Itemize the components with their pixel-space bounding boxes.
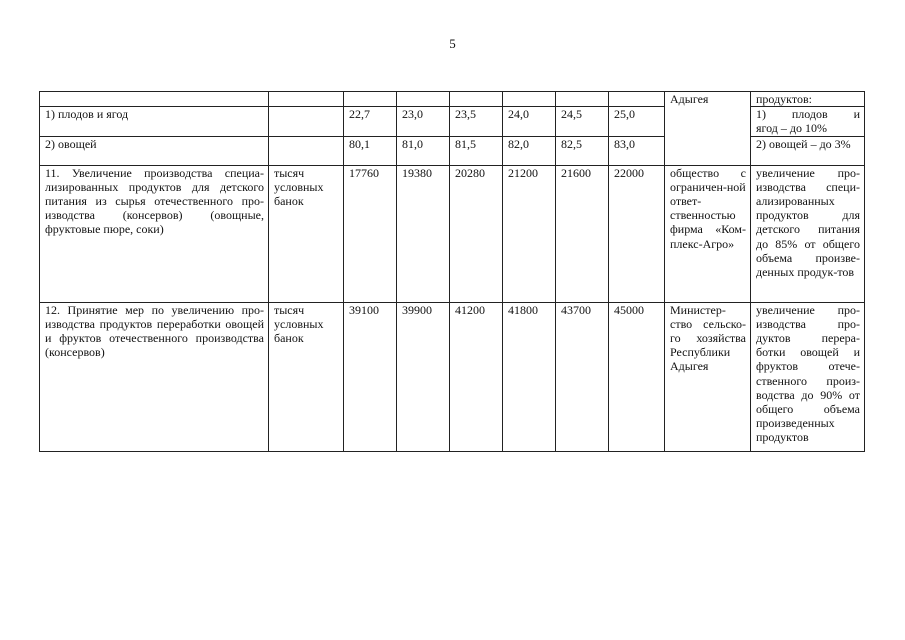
value-cell: 82,5 (556, 136, 609, 165)
program-table (39, 91, 865, 452)
value-cell (503, 92, 556, 107)
value-cell (397, 92, 450, 107)
unit-cell: тысяч условных банок (269, 165, 344, 302)
unit-cell (269, 136, 344, 165)
value-cell: 80,1 (344, 136, 397, 165)
value-cell: 22000 (609, 165, 665, 302)
value-cell (450, 92, 503, 107)
value-cell: 20280 (450, 165, 503, 302)
value-cell: 45000 (609, 302, 665, 451)
value-cell (556, 92, 609, 107)
indicator-name: 11. Увеличение производства специа-лизированных продуктов для детского питания из сырья отечественного про-изводства (консервов) (овощные, фруктовые пюре, соки) (40, 165, 269, 302)
indicator-name: 2) овощей (40, 136, 269, 165)
value-cell: 82,0 (503, 136, 556, 165)
executor-cell: Адыгея (665, 92, 751, 166)
value-cell: 17760 (344, 165, 397, 302)
value-cell: 24,5 (556, 107, 609, 136)
value-cell (344, 92, 397, 107)
executor-cell: общество с ограничен-ной ответ-ственностью фирма «Ком-плекс-Агро» (665, 165, 751, 302)
value-cell: 23,0 (397, 107, 450, 136)
result-cell: продуктов: (751, 92, 865, 107)
value-cell: 43700 (556, 302, 609, 451)
result-cell: увеличение про-изводства специ-ализированных продуктов для детского питания до 85% от общего объема произве-денных продук-тов (751, 165, 865, 302)
result-cell: увеличение про-изводства про-дуктов перера-ботки овощей и фруктов отече-ственного произ-водства до 90% от общего объема произведенных продуктов (751, 302, 865, 451)
unit-cell: тысяч условных банок (269, 302, 344, 451)
value-cell: 83,0 (609, 136, 665, 165)
value-cell: 21600 (556, 165, 609, 302)
value-cell: 25,0 (609, 107, 665, 136)
value-cell: 21200 (503, 165, 556, 302)
value-cell: 23,5 (450, 107, 503, 136)
executor-cell: Министер-ство сельско-го хозяйства Республики Адыгея (665, 302, 751, 451)
indicator-name (40, 92, 269, 107)
value-cell: 41200 (450, 302, 503, 451)
table-row (40, 92, 865, 107)
value-cell: 22,7 (344, 107, 397, 136)
result-cell: 2) овощей – до 3% (751, 136, 865, 165)
value-cell: 41800 (503, 302, 556, 451)
value-cell: 81,5 (450, 136, 503, 165)
unit-cell (269, 107, 344, 136)
value-cell: 39100 (344, 302, 397, 451)
value-cell (609, 92, 665, 107)
value-cell: 19380 (397, 165, 450, 302)
table-row (40, 302, 865, 451)
indicator-name: 12. Принятие мер по увеличению про-изводства продуктов переработки овощей и фруктов отечественного производства (консервов) (40, 302, 269, 451)
unit-cell (269, 92, 344, 107)
result-cell: 1) плодов и ягод – до 10% (751, 107, 865, 136)
value-cell: 39900 (397, 302, 450, 451)
value-cell: 24,0 (503, 107, 556, 136)
value-cell: 81,0 (397, 136, 450, 165)
table-row (40, 165, 865, 302)
page-number: 5 (449, 36, 456, 51)
indicator-name: 1) плодов и ягод (40, 107, 269, 136)
